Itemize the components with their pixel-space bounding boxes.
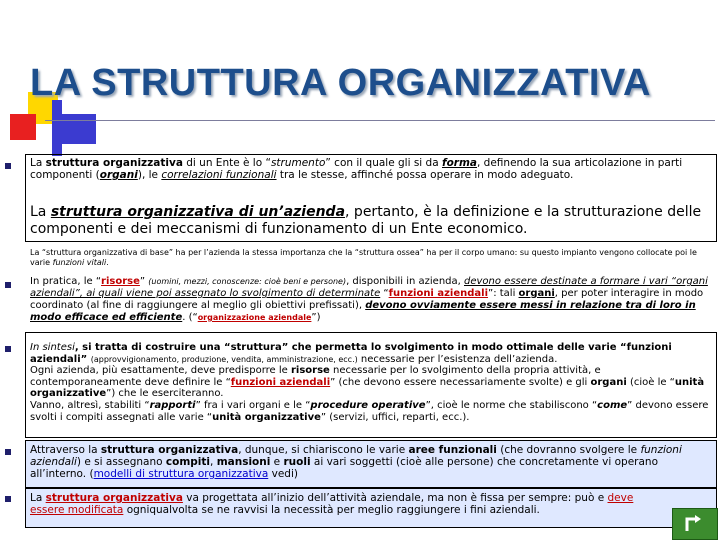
decor-blue-block [62, 114, 96, 144]
intro-text: La struttura organizzativa di un Ente è lo “strumento” con il quale gli si da forma, definendo la sua articolazione in parti componenti (organi), le correlazioni funzionali tra le stesse, affinché possa operare in modo adeguato. [30, 157, 683, 181]
home-button[interactable] [672, 508, 718, 540]
risorse-text: In pratica, le “risorse” (uomini, mezzi, conoscenze: cioè beni e persone), disponibili in azienda, devono essere destinate a formare i vari “organi aziendali”, ai quali viene poi assegnato lo svolgimento di determinate “funzioni aziendali”: tali organi, per poter interagire in modo coordinato (al fine di raggiungere al meglio gli obiettivi prefissati), devono ovviamente essere messi in relazione tra di loro in modo efficace ed efficiente. (“organizzazione aziendale”) [30, 276, 708, 323]
decor-red-block [10, 114, 36, 140]
modelli-link[interactable]: modelli di struttura organizzativa [93, 468, 269, 480]
decor-blue-bar [52, 100, 62, 156]
bullet-icon [5, 496, 11, 502]
bullet-icon [5, 346, 11, 352]
attraverso-text: Attraverso la struttura organizzativa, dunque, si chiariscono le varie aree funzionali (che dovranno svolgere le funzioni aziendali) e si assegnano compiti, mansioni e ruoli ai vari soggetti (cioè alle persone) che concretamente vi operano all’interno. (modelli di struttura organizzativa vedi) [30, 444, 682, 480]
bullet-icon [5, 163, 11, 169]
decor-line [45, 120, 715, 121]
bullet-icon [5, 282, 11, 288]
risorse-intro: La “struttura organizzativa di base” ha per l’azienda la stessa importanza che la “struttura ossea” ha per il corpo umano: su questo impianto vengono collocate poi le varie funzioni vitali. [30, 248, 697, 267]
intro-definition: La struttura organizzativa di un’azienda, pertanto, è la definizione e la strutturazione delle componenti e dei meccanismi di funzionamento di un Ente economico. [30, 204, 702, 237]
page-title: LA STRUTTURA ORGANIZZATIVA [30, 62, 651, 104]
home-arrow-icon [673, 509, 717, 539]
sintesi-text: In sintesi, si tratta di costruire una “struttura” che permetta lo svolgimento in modo ottimale delle varie “funzioni aziendali” (approvvigionamento, produzione, vendita, amministrazione, ecc.) necessarie per l’esistenza dell’azienda. Ogni azienda, più esattamente, deve predisporre le risorse necessarie per lo svolgimento della propria attività, e contemporaneamente deve definire le “funzioni aziendali” (che devono essere necessariamente svolte) e gli organi (cioè le “unità organizzative”) che le eserciteranno. Vanno, altresì, stabiliti “rapporti” fra i vari organi e le “procedure operative”, cioè le norme che stabiliscono “come” devono essere svolti i compiti assegnati alle varie “unità organizzative” (servizi, uffici, reparti, ecc.). [30, 342, 709, 423]
struttura-text: La struttura organizzativa va progettata all’inizio dell’attività aziendale, ma non è fissa per sempre: può e deve essere modificata ogniqualvolta se ne ravvisi la necessità per meglio raggiungere i fini aziendali. [30, 492, 634, 516]
bullet-icon [5, 449, 11, 455]
